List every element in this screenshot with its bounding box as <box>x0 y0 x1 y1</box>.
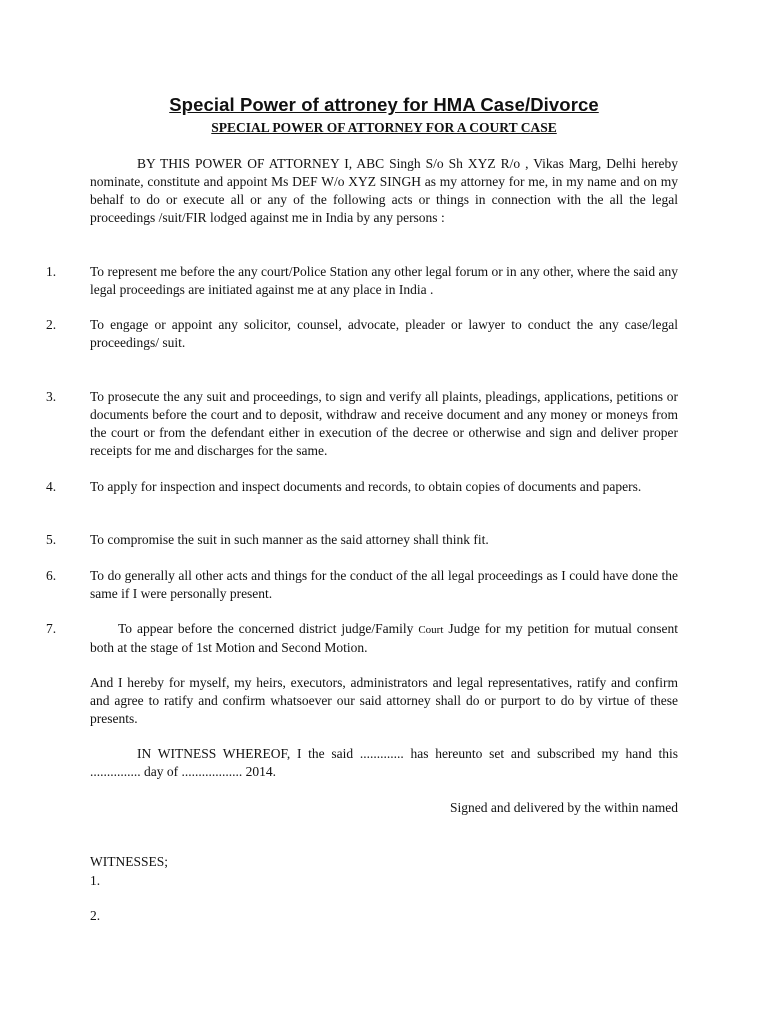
item-text-part: To appear before the concerned district judge/Family <box>118 621 419 636</box>
intro-paragraph: BY THIS POWER OF ATTORNEY I, ABC Singh S/o Sh XYZ R/o , Vikas Marg, Delhi hereby nominate, constitute and appoint Ms DEF W/o XYZ SINGH as my attorney for me, in my name and on my behalf to do or execute all or any of the following acts or things in connection with the all the legal proceedings /suit/FIR lodged against me in India by any persons : <box>90 156 678 225</box>
item-number: 1. <box>46 264 57 279</box>
item-number: 2. <box>46 317 57 332</box>
item-number: 4. <box>46 479 57 494</box>
item-number: 5. <box>46 532 57 547</box>
document-subtitle: SPECIAL POWER OF ATTORNEY FOR A COURT CASE <box>211 120 557 135</box>
ratify-paragraph: And I hereby for myself, my heirs, executors, administrators and legal representatives, ratify and confirm and agree to ratify and confirm whatsoever our said attorney shall do or purport to do by virtue of these presents. <box>90 675 678 726</box>
item-text: To engage or appoint any solicitor, counsel, advocate, pleader or lawyer to conduct the any case/legal proceedings/ suit. <box>90 317 678 350</box>
document-title: Special Power of attroney for HMA Case/Divorce <box>169 94 599 115</box>
item-text: To apply for inspection and inspect documents and records, to obtain copies of documents and papers. <box>90 479 642 494</box>
item-text: To represent me before the any court/Police Station any other legal forum or in any other, where the said any legal proceedings are initiated against me at any place in India . <box>90 264 678 297</box>
item-number: 6. <box>46 568 57 583</box>
item-text <box>90 620 678 657</box>
item-text-part: Judge for my petition for mutual consent both at the stage of 1st Motion and Second Motion. <box>90 621 678 655</box>
item-number: 7. <box>46 621 57 636</box>
item-text: To do generally all other acts and things for the conduct of the all legal proceedings as I could have done the same if I were personally present. <box>90 568 678 601</box>
witnesses-label: WITNESSES; <box>90 854 169 869</box>
item-text-part: Court <box>418 624 444 636</box>
signed-line: Signed and delivered by the within named <box>450 800 678 815</box>
item-text: To compromise the suit in such manner as the said attorney shall think fit. <box>90 532 489 547</box>
witness-line: 2. <box>90 908 101 923</box>
item-text: To prosecute the any suit and proceedings, to sign and verify all plaints, pleadings, applications, petitions or documents before the court and to deposit, withdraw and receive document and any money or moneys from the court or from the defendant either in execution of the decree or otherwise and sign and deliver proper receipts for me and discharges for the same. <box>90 389 678 458</box>
witness-line: 1. <box>90 873 101 888</box>
item-number: 3. <box>46 389 57 404</box>
witness-clause: IN WITNESS WHEREOF, I the said ............. has hereunto set and subscribed my hand this ............... day of .................. 2014. <box>90 746 678 779</box>
